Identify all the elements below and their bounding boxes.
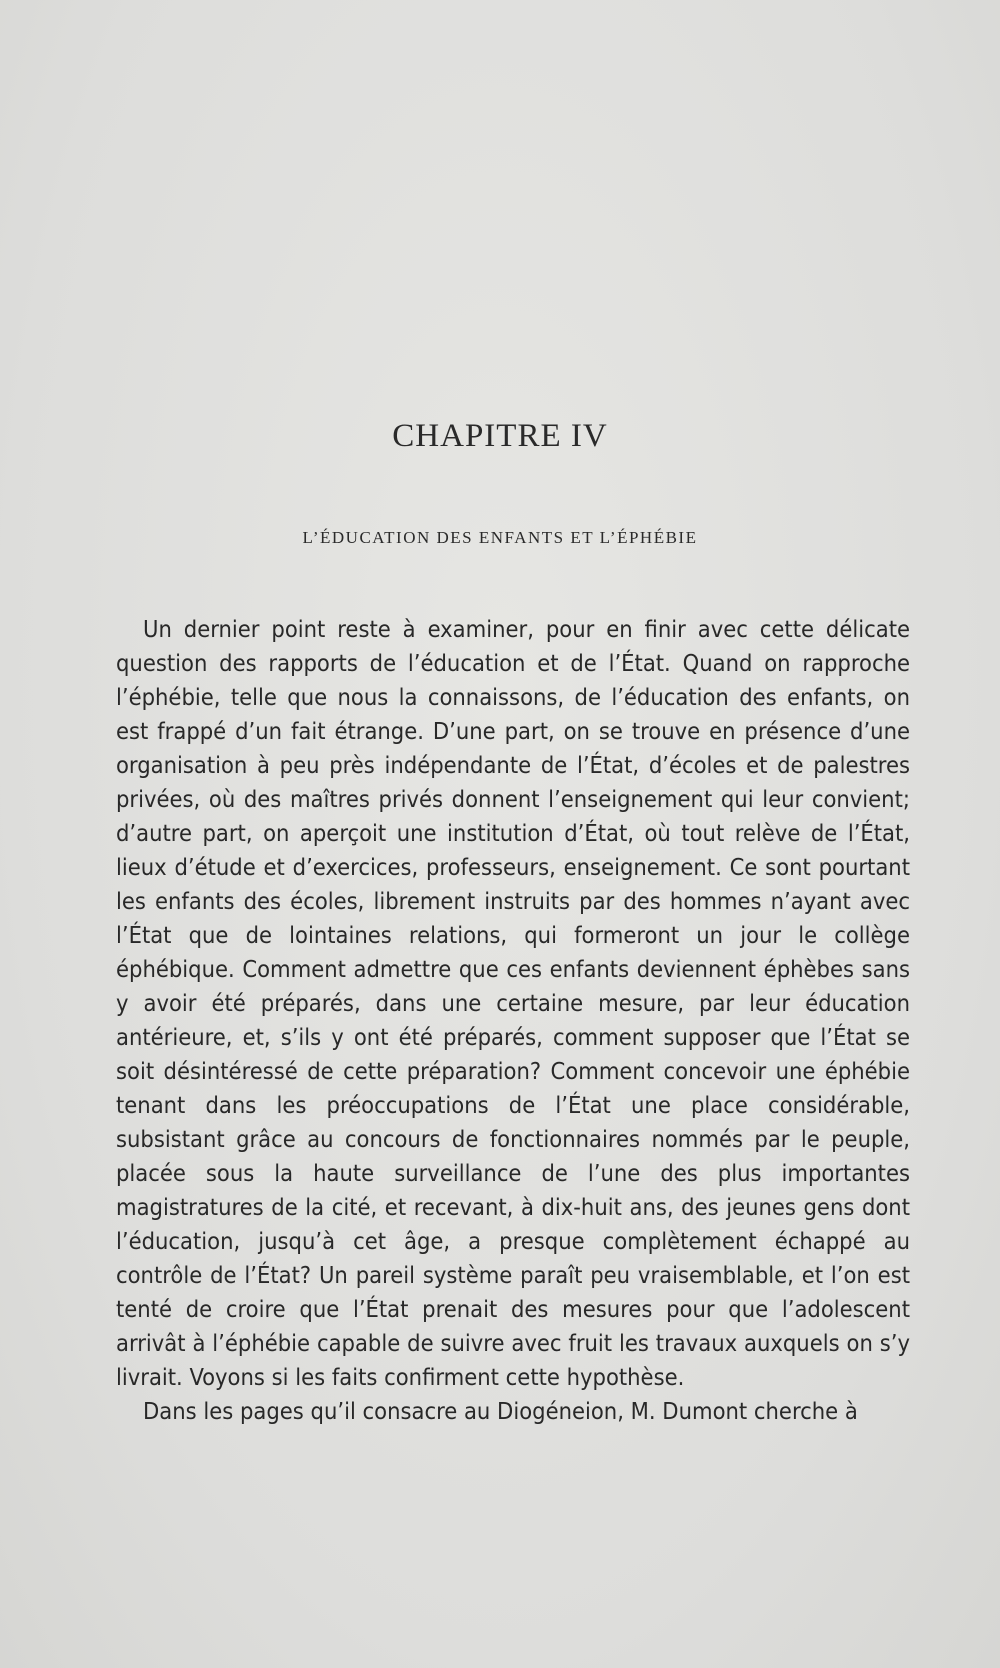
paragraph-1: Un dernier point reste à examiner, pour en finir avec cette délicate question des rapports de l’éducation et de l’État. Quand on rapproche l’éphébie, telle que nous la connaissons, de l’éducation des enfants, on est frappé d’un fait étrange. D’une part, on se trouve en présence d’une organisation à peu près indépendante de l’État, d’écoles et de palestres privées, où des maîtres privés donnent l’enseignement qui leur convient; d’autre part, on aperçoit une institution d’État, où tout relève de l’État, lieux d’étude et d’exercices, professeurs, enseignement. Ce sont pourtant les enfants des écoles, librement instruits par des hommes n’ayant avec l’État que de lointaines relations, qui formeront un jour le collège éphébique. Comment admettre que ces enfants deviennent éphèbes sans y avoir été préparés, dans une certaine mesure, par leur éducation antérieure, et, s’ils y ont été préparés, comment supposer que l’État se soit désintéressé de cette préparation? Comment concevoir une éphébie tenant dans les préoccupations de l’État une place considérable, subsistant grâce au concours de fonctionnaires nommés par le peuple, placée sous la haute surveillance de l’une des plus importantes magistratures de la cité, et recevant, à dix-huit ans, des jeunes gens dont l’éducation, jusqu’à cet âge, a presque complètement échappé au contrôle de l’État? Un pareil système paraît peu vraisemblable, et l’on est tenté de croire que l’État prenait des mesures pour que l’adolescent arrivât à l’éphébie capable de suivre avec fruit les travaux auxquels on s’y livrait. Voyons si les faits confirment cette hypothèse. (116, 615, 910, 1391)
paragraph-2: Dans les pages qu’il consacre au Diogéneion, M. Dumont cherche à (143, 1397, 858, 1425)
body-text (116, 612, 910, 1428)
chapter-title: CHAPITRE IV (392, 418, 608, 454)
chapter-subtitle: L’ÉDUCATION DES ENFANTS ET L’ÉPHÉBIE (302, 528, 698, 547)
